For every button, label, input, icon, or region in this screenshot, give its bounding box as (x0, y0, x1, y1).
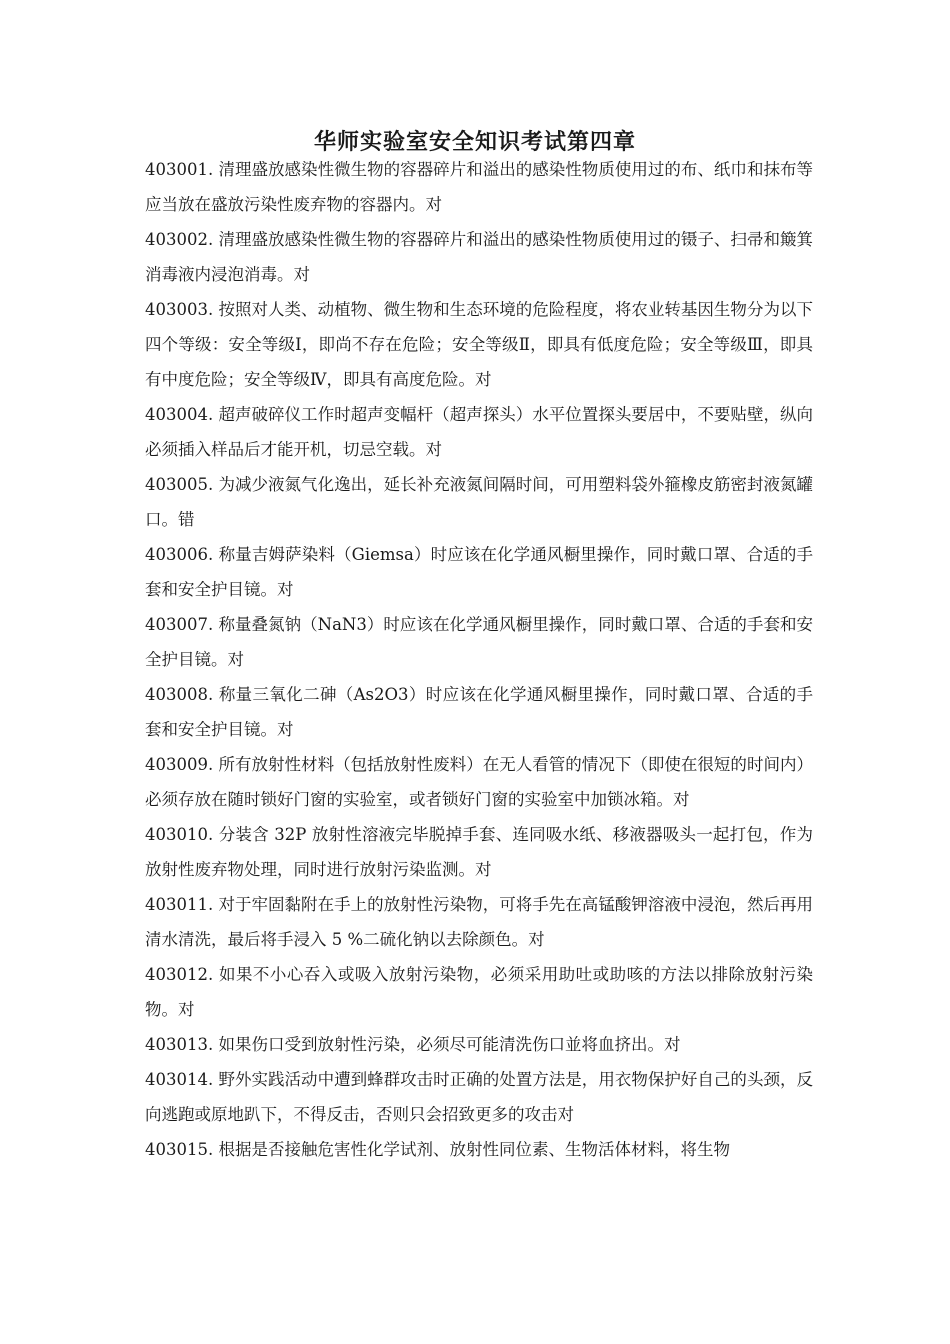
question-item: 403003. 按照对人类、动植物、微生物和生态环境的危险程度，将农业转基因生物分为以下四个等级：安全等级Ⅰ，即尚不存在危险；安全等级Ⅱ，即具有低度危险；安全等级Ⅲ，即具有中度危险；安全等级Ⅳ，即具有高度危险。对 (145, 300, 813, 389)
question-item: 403013. 如果伤口受到放射性污染，必须尽可能清洗伤口並将血挤出。对 (145, 1035, 681, 1054)
question-item: 403011. 对于牢固黏附在手上的放射性污染物，可将手先在高锰酸钾溶液中浸泡，然后再用清水清洗，最后将手浸入 5 %二硫化钠以去除颜色。对 (145, 895, 813, 949)
question-item: 403006. 称量吉姆萨染料（Giemsa）时应该在化学通风橱里操作，同时戴口罩、合适的手套和安全护目镜。对 (145, 545, 813, 599)
question-item: 403010. 分装含 32P 放射性溶液完毕脱掉手套、连同吸水纸、移液器吸头一起打包，作为放射性废弃物处理，同时进行放射污染监测。对 (145, 825, 813, 879)
question-item: 403009. 所有放射性材料（包括放射性废料）在无人看管的情况下（即使在很短的时间内）必须存放在随时锁好门窗的实验室，或者锁好门窗的实验室中加锁冰箱。对 (145, 755, 813, 809)
question-item: 403012. 如果不小心吞入或吸入放射污染物，必须采用助吐或助咳的方法以排除放射污染物。对 (145, 965, 813, 1019)
question-list (145, 152, 813, 1167)
question-item: 403008. 称量三氧化二砷（As2O3）时应该在化学通风橱里操作，同时戴口罩、合适的手套和安全护目镜。对 (145, 685, 813, 739)
question-item: 403004. 超声破碎仪工作时超声变幅杆（超声探头）水平位置探头要居中，不要贴壁，纵向必须插入样品后才能开机，切忌空载。对 (145, 405, 813, 459)
question-item: 403001. 清理盛放感染性微生物的容器碎片和溢出的感染性物质使用过的布、纸巾和抹布等应当放在盛放污染性废弃物的容器内。对 (145, 160, 813, 214)
document-title: 华师实验室安全知识考试第四章 (313, 128, 636, 155)
question-item: 403014. 野外实践活动中遭到蜂群攻击时正确的处置方法是，用衣物保护好自己的头颈，反向逃跑或原地趴下，不得反击，否则只会招致更多的攻击对 (145, 1070, 813, 1124)
question-item: 403002. 清理盛放感染性微生物的容器碎片和溢出的感染性物质使用过的镊子、扫帚和簸箕消毒液内浸泡消毒。对 (145, 230, 813, 284)
question-item: 403015. 根据是否接触危害性化学试剂、放射性同位素、生物活体材料，将生物 (145, 1140, 730, 1159)
question-item: 403005. 为减少液氮气化逸出，延长补充液氮间隔时间，可用塑料袋外箍橡皮筋密封液氮罐口。错 (145, 475, 813, 529)
question-item: 403007. 称量叠氮钠（NaN3）时应该在化学通风橱里操作，同时戴口罩、合适的手套和安全护目镜。对 (145, 615, 813, 669)
